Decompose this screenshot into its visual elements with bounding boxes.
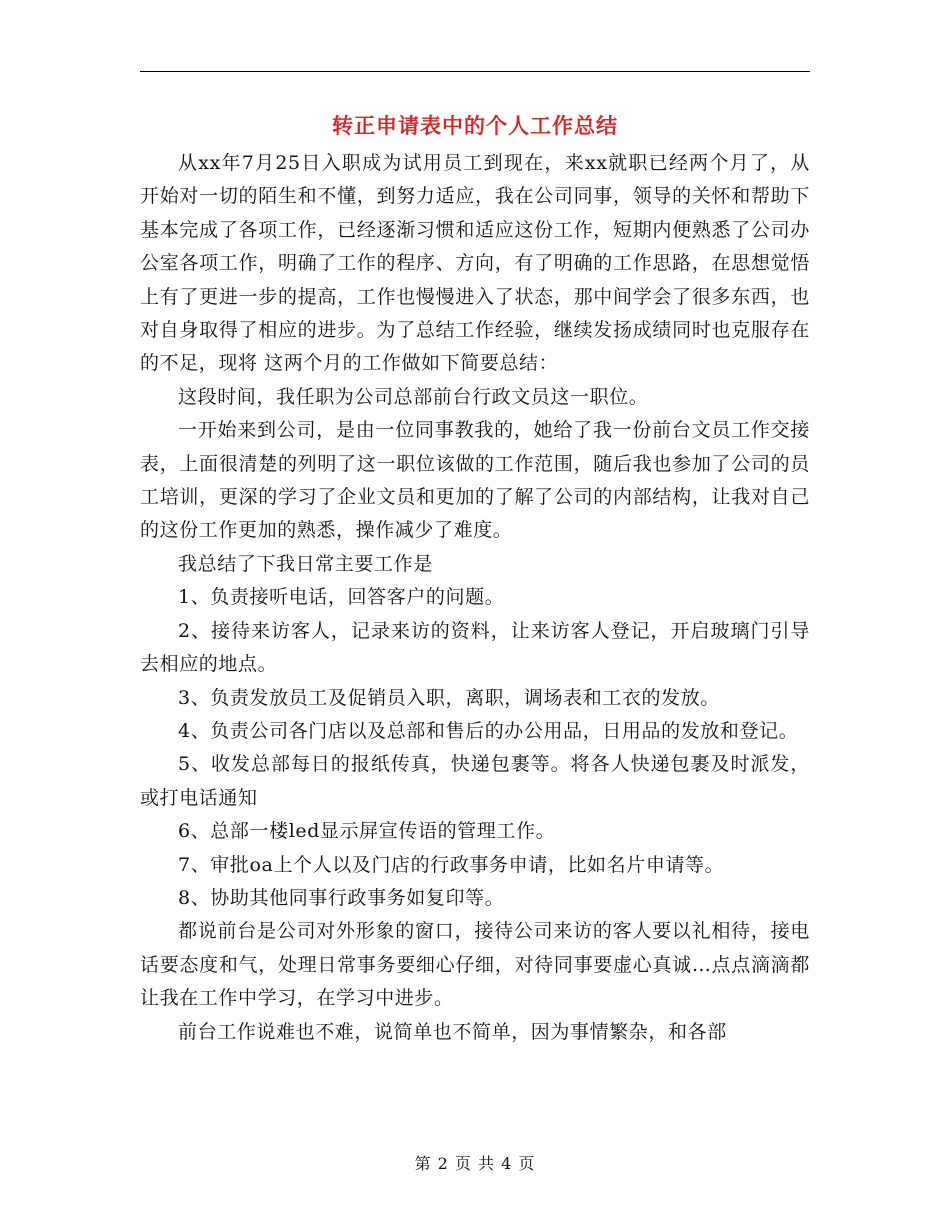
list-item: 7、审批oa上个人以及门店的行政事务申请，比如名片申请等。 — [178, 853, 725, 876]
list-item: 3、负责发放员工及促销员入职，离职，调场表和工衣的发放。 — [178, 686, 720, 709]
header-rule — [140, 71, 810, 72]
paragraph: 这段时间，我任职为公司总部前台行政文员这一职位。 — [178, 385, 649, 408]
document-title: 转正申请表中的个人工作总结 — [332, 113, 618, 138]
list-item: 8、协助其他同事行政事务如复印等。 — [178, 886, 505, 909]
paragraph: 前台工作说难也不难，说简单也不简单，因为事情繁杂，和各部 — [178, 1020, 727, 1043]
paragraph: 从xx年7月25日入职成为试用员工到现在，来xx就职已经两个月了，从开始对一切的陌生和不懂，到努力适应，我在公司同事，领导的关怀和帮助下基本完成了各项工作，已经逐渐习惯和适应这份工作，短期内便熟悉了公司办公室各项工作，明确了工作的程序、方向，有了明确的工作思路，在思想觉悟上有了更进一步的提高，工作也慢慢进入了状态，那中间学会了很多东西，也对自身取得了相应的进步。为了总结工作经验，继续发扬成绩同时也克服存在的不足，现将 这两个月的工作做如下简要总结： — [140, 152, 810, 375]
list-item: 5、收发总部每日的报纸传真，快递包裹等。将各人快递包裹及时派发，或打电话通知 — [140, 753, 810, 809]
list-item: 4、负责公司各门店以及总部和售后的办公用品，日用品的发放和登记。 — [178, 719, 799, 742]
list-item: 1、负责接听电话，回答客户的问题。 — [178, 586, 505, 609]
paragraph: 都说前台是公司对外形象的窗口，接待公司来访的客人要以礼相待，接电话要态度和气，处理日常事务要细心仔细，对待同事要虚心真诚…点点滴滴都让我在工作中学习，在学习中进步。 — [140, 920, 810, 1010]
page-number: 第 2 页 共 4 页 — [414, 1154, 536, 1173]
list-item: 2、接待来访客人，记录来访的资料，让来访客人登记，开启玻璃门引导去相应的地点。 — [140, 619, 810, 676]
document-body — [140, 147, 810, 1049]
list-item: 6、总部一楼led显示屏宣传语的管理工作。 — [178, 820, 556, 843]
paragraph: 一开始来到公司，是由一位同事教我的，她给了我一份前台文员工作交接表，上面很清楚的列明了这一职位该做的工作范围，随后我也参加了公司的员工培训，更深的学习了企业文员和更加的了解了公司的内部结构，让我对自己的这份工作更加的熟悉，操作减少了难度。 — [140, 419, 810, 542]
paragraph: 我总结了下我日常主要工作是 — [178, 552, 433, 575]
